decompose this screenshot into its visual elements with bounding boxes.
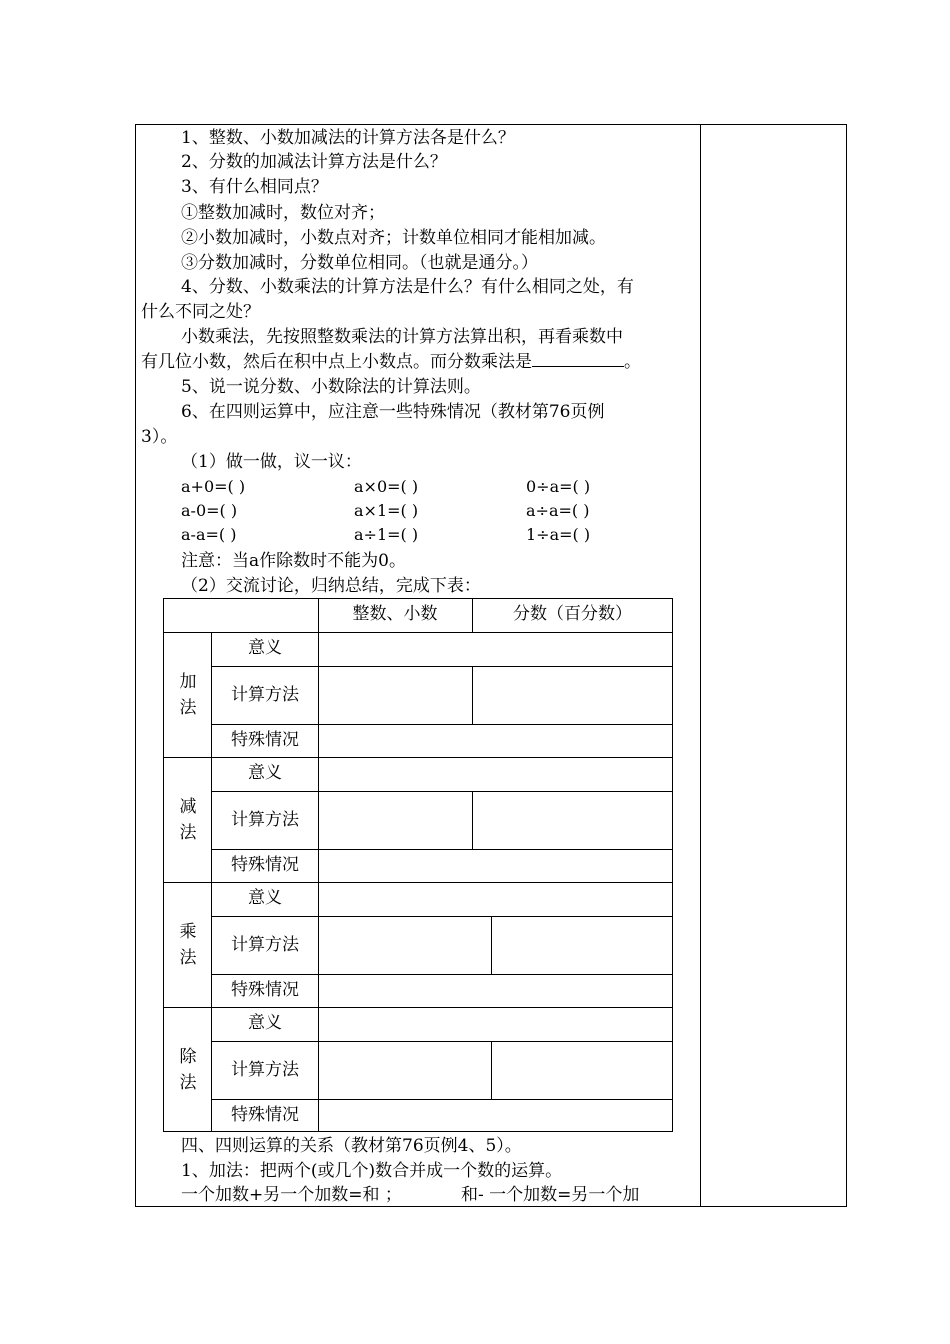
formula: a÷1=( ) [354, 525, 419, 544]
row-method: 计算方法 [231, 810, 299, 830]
summary-table [163, 598, 673, 1132]
row-special: 特殊情况 [231, 730, 299, 750]
addition-definition: 1、加法：把两个(或几个)数合并成一个数的运算。 [181, 1161, 563, 1181]
multiplication-text: 有几位小数，然后在积中点上小数点。而分数乘法是 [141, 352, 532, 372]
row-method: 计算方法 [231, 1060, 299, 1080]
addition-relation-1: 一个加数+另一个加数=和 ； [181, 1185, 402, 1205]
question-3: 3、有什么相同点？ [181, 177, 328, 197]
row-meaning: 意义 [248, 763, 282, 783]
row-meaning: 意义 [248, 638, 282, 658]
question-4-line-2: 什么不同之处？ [141, 302, 260, 322]
row-method: 计算方法 [231, 935, 299, 955]
multiplication-line-2 [141, 351, 641, 373]
question-5: 5、说一说分数、小数除法的计算法则。 [181, 377, 481, 397]
row-special: 特殊情况 [231, 855, 299, 875]
row-special: 特殊情况 [231, 980, 299, 1000]
table-header: 分数（百分数） [513, 604, 632, 624]
answer-blank[interactable] [532, 352, 624, 367]
table-header: 整数、小数 [352, 604, 438, 624]
multiplication-end: 。 [624, 352, 641, 372]
group-multiplication: 乘法 [179, 922, 197, 968]
section-4-heading: 四、四则运算的关系（教材第76页例4、5）。 [181, 1136, 522, 1156]
group-addition: 加法 [179, 672, 197, 718]
row-meaning: 意义 [248, 888, 282, 908]
formula: a×1=( ) [354, 501, 419, 520]
row-method: 计算方法 [231, 685, 299, 705]
row-meaning: 意义 [248, 1013, 282, 1033]
question-2: 2、分数的加减法计算方法是什么？ [181, 152, 447, 172]
formula: a+0=( ) [181, 477, 246, 496]
question-4-line-1: 4、分数、小数乘法的计算方法是什么？有什么相同之处，有 [181, 277, 634, 297]
subsection-1: （1）做一做，议一议： [181, 452, 362, 472]
formula: a×0=( ) [354, 477, 419, 496]
formula: a÷a=( ) [526, 501, 590, 520]
subsection-2: （2）交流讨论，归纳总结，完成下表： [181, 576, 481, 596]
point-3: ③分数加减时，分数单位相同。（也就是通分。） [181, 253, 538, 273]
addition-relation-2: 和- 一个加数=另一个加 [461, 1185, 640, 1205]
row-special: 特殊情况 [231, 1105, 299, 1125]
note: 注意：当a作除数时不能为0。 [181, 551, 406, 571]
question-6-line-1: 6、在四则运算中，应注意一些特殊情况（教材第76页例 [181, 402, 605, 422]
column-divider [700, 124, 701, 1207]
formula: 0÷a=( ) [526, 477, 591, 496]
question-1: 1、整数、小数加减法的计算方法各是什么？ [181, 128, 515, 148]
point-1: ①整数加减时，数位对齐； [181, 203, 385, 223]
point-2: ②小数加减时，小数点对齐；计数单位相同才能相加减。 [181, 228, 606, 248]
formula: a-a=( ) [181, 525, 237, 544]
multiplication-line-1: 小数乘法，先按照整数乘法的计算方法算出积，再看乘数中 [181, 327, 623, 347]
group-subtraction: 减法 [179, 797, 197, 843]
question-6-line-2: 3）。 [141, 427, 178, 447]
formula: 1÷a=( ) [526, 525, 591, 544]
formula: a-0=( ) [181, 501, 238, 520]
group-division: 除法 [179, 1047, 197, 1093]
